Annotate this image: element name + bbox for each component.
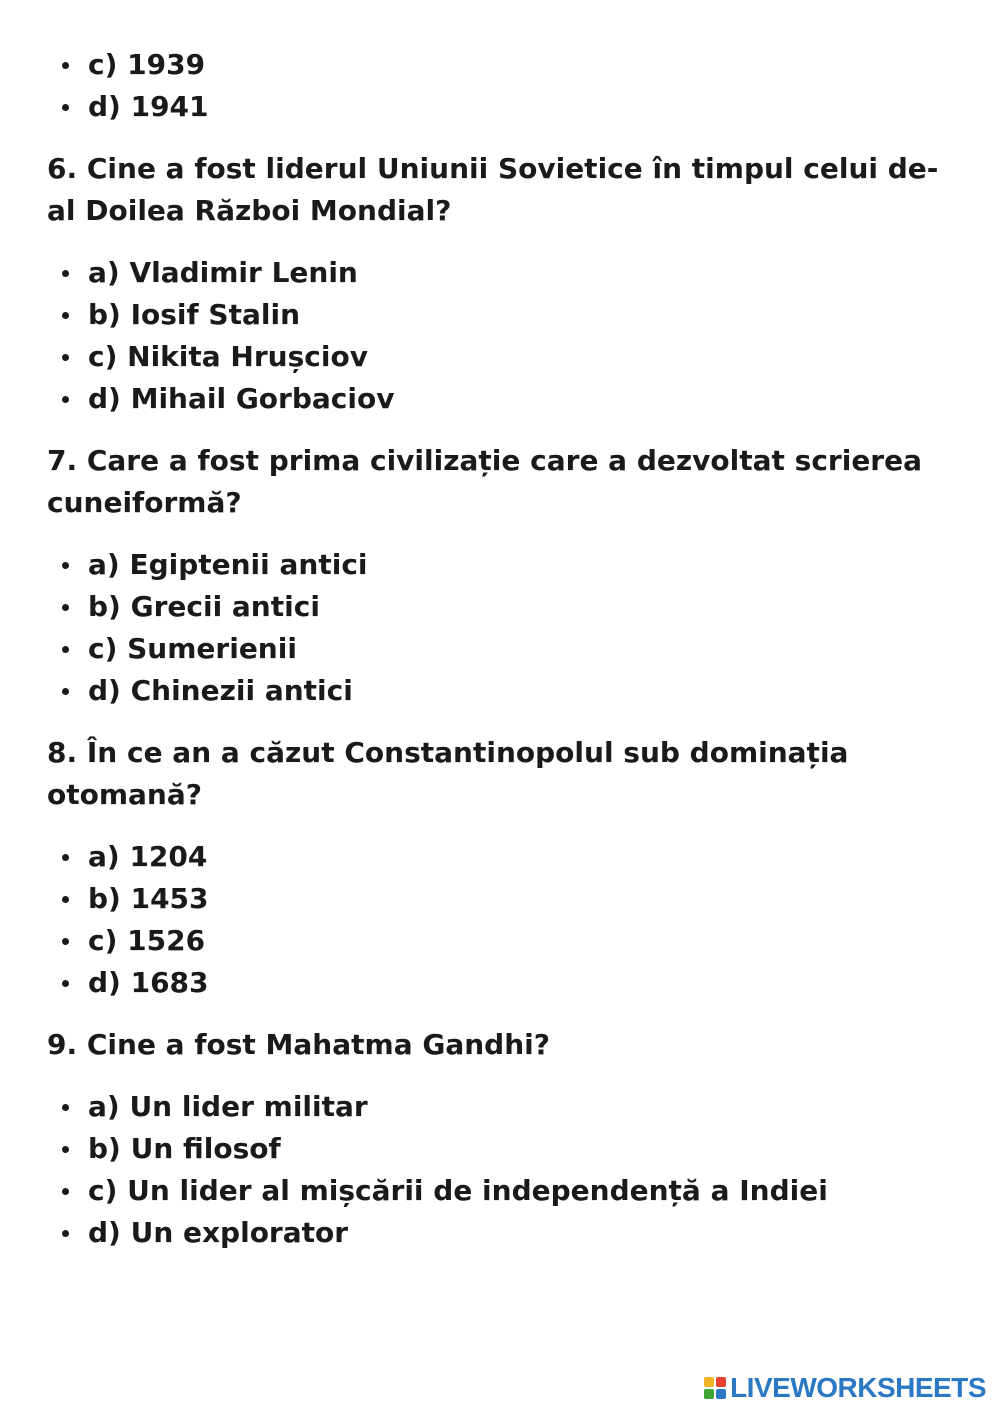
answer-options bbox=[47, 1086, 947, 1254]
bullet-icon bbox=[62, 1146, 69, 1153]
answer-option-label: b) Iosif Stalin bbox=[88, 298, 301, 331]
bullet-icon bbox=[62, 1230, 69, 1237]
answer-option[interactable] bbox=[47, 836, 947, 878]
bullet-icon bbox=[62, 396, 69, 403]
bullet-icon bbox=[62, 562, 69, 569]
bullet-icon bbox=[62, 270, 69, 277]
answer-option-label: a) Egiptenii antici bbox=[88, 548, 368, 581]
liveworksheets-logo-icon bbox=[704, 1377, 726, 1399]
bullet-icon bbox=[62, 1188, 69, 1195]
bullet-icon bbox=[62, 938, 69, 945]
answer-option[interactable] bbox=[47, 294, 947, 336]
answer-option[interactable] bbox=[47, 544, 947, 586]
answer-option[interactable] bbox=[47, 1086, 947, 1128]
bullet-icon bbox=[62, 980, 69, 987]
question-text: 7. Care a fost prima civilizație care a dezvoltat scrierea cuneiformă? bbox=[47, 444, 922, 519]
answer-option[interactable] bbox=[47, 920, 947, 962]
question-6 bbox=[47, 148, 947, 420]
answer-option[interactable] bbox=[47, 628, 947, 670]
answer-option-label: a) Un lider militar bbox=[88, 1090, 368, 1123]
answer-option-label: d) Chinezii antici bbox=[88, 674, 353, 707]
answer-option-label: c) Sumerienii bbox=[88, 632, 297, 665]
answer-option[interactable] bbox=[47, 962, 947, 1004]
logo-text: LIVEWORKSHEETS bbox=[730, 1372, 986, 1403]
answer-option[interactable] bbox=[47, 1212, 947, 1254]
bullet-icon bbox=[62, 312, 69, 319]
answer-option-label: c) 1526 bbox=[88, 924, 206, 957]
logo-square bbox=[716, 1377, 726, 1387]
question-9 bbox=[47, 1024, 947, 1254]
logo-square bbox=[704, 1377, 714, 1387]
answer-option-label: c) 1939 bbox=[88, 48, 206, 81]
bullet-icon bbox=[62, 646, 69, 653]
question-text: 8. În ce an a căzut Constantinopolul sub dominația otomană? bbox=[47, 736, 849, 811]
logo-square bbox=[704, 1389, 714, 1399]
bullet-icon bbox=[62, 1104, 69, 1111]
bullet-icon bbox=[62, 62, 69, 69]
bullet-icon bbox=[62, 688, 69, 695]
liveworksheets-logo[interactable] bbox=[704, 1373, 986, 1403]
bullet-icon bbox=[62, 896, 69, 903]
logo-square bbox=[716, 1389, 726, 1399]
worksheet-page bbox=[47, 44, 947, 1274]
answer-option[interactable] bbox=[47, 44, 947, 86]
bullet-icon bbox=[62, 604, 69, 611]
answer-option[interactable] bbox=[47, 252, 947, 294]
question-7 bbox=[47, 440, 947, 712]
question-text: 9. Cine a fost Mahatma Gandhi? bbox=[47, 1028, 550, 1061]
answer-option-label: a) Vladimir Lenin bbox=[88, 256, 358, 289]
answer-option-label: c) Nikita Hrușciov bbox=[88, 340, 368, 373]
answer-option[interactable] bbox=[47, 1170, 947, 1212]
bullet-icon bbox=[62, 354, 69, 361]
question-text: 6. Cine a fost liderul Uniunii Sovietice în timpul celui de-al Doilea Război Mondial? bbox=[47, 152, 939, 227]
answer-option-label: d) Un explorator bbox=[88, 1216, 349, 1249]
answer-option[interactable] bbox=[47, 336, 947, 378]
answer-option-label: b) Grecii antici bbox=[88, 590, 320, 623]
answer-option-label: d) 1683 bbox=[88, 966, 209, 999]
answer-options bbox=[47, 836, 947, 1004]
answer-options bbox=[47, 544, 947, 712]
answer-option-label: c) Un lider al mișcării de independență a Indiei bbox=[88, 1174, 828, 1207]
question-8 bbox=[47, 732, 947, 1004]
answer-option[interactable] bbox=[47, 86, 947, 128]
answer-option-label: a) 1204 bbox=[88, 840, 208, 873]
answer-option-label: d) Mihail Gorbaciov bbox=[88, 382, 395, 415]
answer-option[interactable] bbox=[47, 586, 947, 628]
answer-option[interactable] bbox=[47, 670, 947, 712]
answer-option-label: b) Un filosof bbox=[88, 1132, 281, 1165]
answer-option-label: d) 1941 bbox=[88, 90, 209, 123]
answer-option[interactable] bbox=[47, 1128, 947, 1170]
answer-options bbox=[47, 252, 947, 420]
answer-option[interactable] bbox=[47, 378, 947, 420]
bullet-icon bbox=[62, 854, 69, 861]
answer-option[interactable] bbox=[47, 878, 947, 920]
answer-option-label: b) 1453 bbox=[88, 882, 209, 915]
question-5-options-tail bbox=[47, 44, 947, 128]
bullet-icon bbox=[62, 104, 69, 111]
